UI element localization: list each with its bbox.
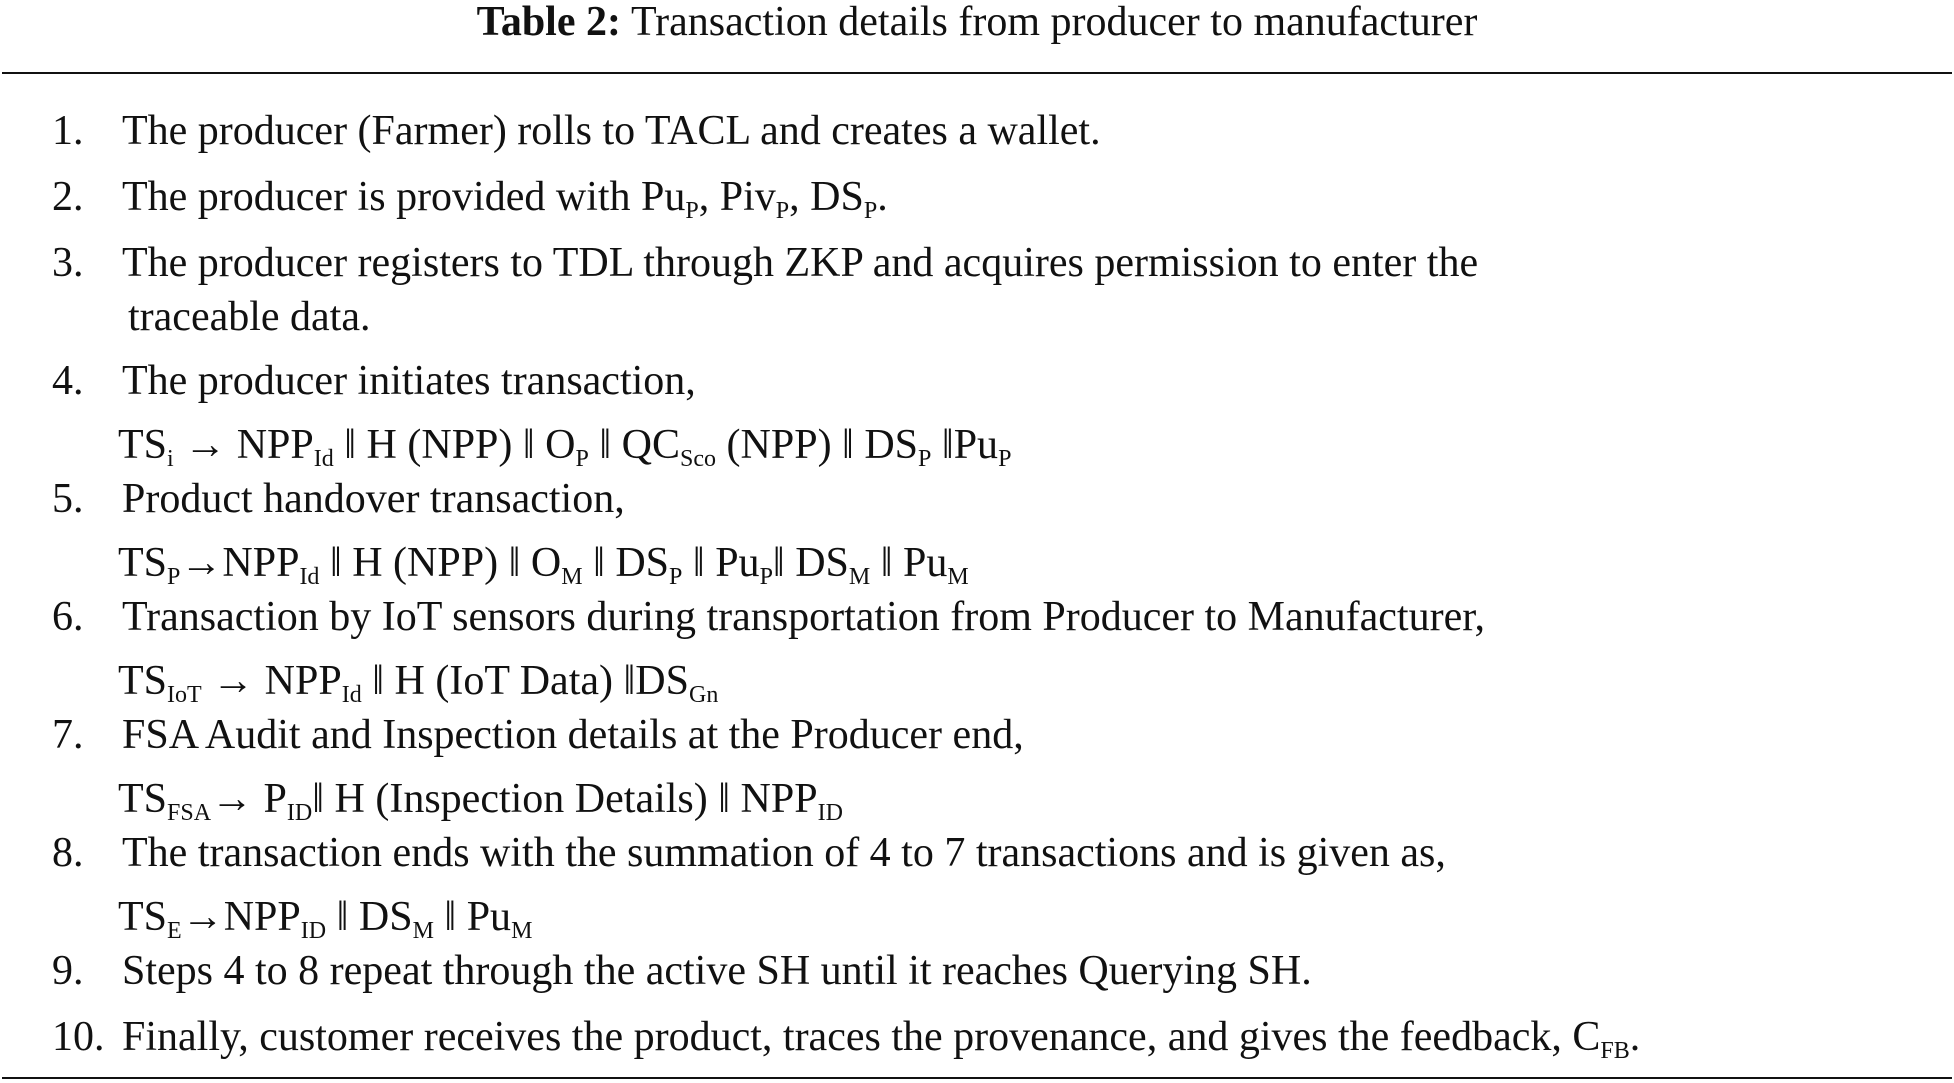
step-5-formula: $TS_P\to NPP_{Id}$ ‖ H (NPP) ‖ $O_M$ ‖ $DS_P$ ‖ $Pu_P‖$ $DS_M$ ‖ $Pu_M$ [118,540,969,590]
step-3-continuation: traceable data. [128,294,371,340]
step-3: 3. The producer registers to TDL through ZKP and acquires permission to enter the [52,240,1479,286]
step-8-formula: $TS_E\to NPP_{ID}$ ‖ $DS_M$ ‖ $Pu_M$ [118,894,533,944]
top-rule [2,72,1952,74]
step-4: 4. The producer initiates transaction, [52,358,696,404]
step-7: 7. FSA Audit and Inspection details at the Producer end, [52,712,1024,758]
step-7-formula: $TS_{FSA}\to$ $P_{ID}‖$ H (Inspection Details) ‖ $NPP_{ID}$ [118,776,843,826]
step-5: 5. Product handover transaction, [52,476,625,522]
step-8: 8. The transaction ends with the summation of 4 to 7 transactions and is given as, [52,830,1446,876]
step-6: 6. Transaction by IoT sensors during transportation from Producer to Manufacturer, [52,594,1486,640]
step-2: 2. The producer is provided with $Pu_P$, Piv$_P$, $DS_P$. [52,174,888,224]
caption-title: Transaction details from producer to manufacturer [630,0,1478,45]
step-6-formula: $TS_{IoT} \to NPP_{Id}$ ‖ H (IoT Data) $‖DS_{Gn}$ [118,658,719,708]
step-4-formula: $TS_i \to NPP_{Id}$ ‖ H (NPP) ‖ $O_P$ ‖ $QC_{Sco}$ (NPP) ‖ $DS_P$ $‖Pu_P$ [118,422,1012,472]
step-10: 10. Finally, customer receives the product, traces the provenance, and gives the feedback, $C_{FB}$. [52,1014,1641,1064]
bottom-rule [2,1077,1952,1079]
caption-label: Table 2: [476,0,621,45]
table-caption [0,0,1954,44]
step-9: 9. Steps 4 to 8 repeat through the active SH until it reaches Querying SH. [52,948,1312,994]
step-1: 1. The producer (Farmer) rolls to TACL and creates a wallet. [52,108,1101,154]
